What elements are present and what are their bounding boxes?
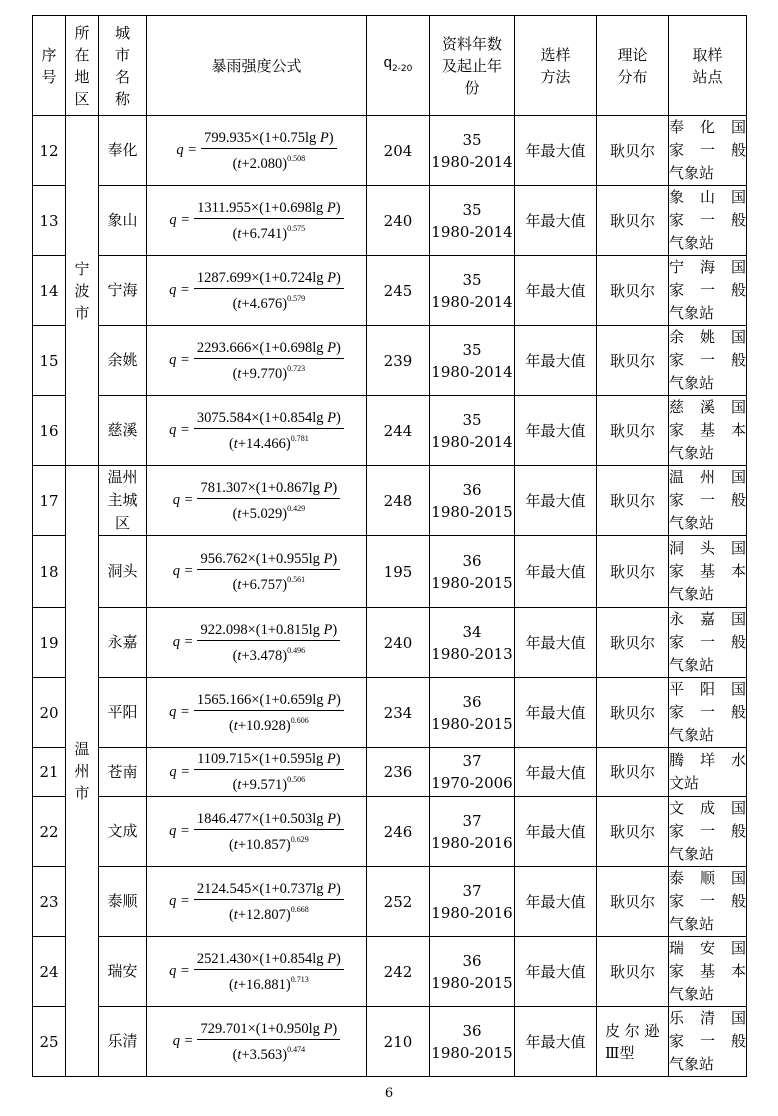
header-formula: 暴雨强度公式 xyxy=(147,16,367,116)
station-cell: 慈 溪 国 家 基 本 气象站 xyxy=(669,396,747,466)
formula-cell: q = $\frac{\text{3075.584×(1+0.854lg P)}}{(t+14.466)^{0.781}}$ xyxy=(147,396,367,466)
years-cell: 36 1980-2015 xyxy=(430,937,515,1007)
years-cell: 36 1980-2015 xyxy=(430,536,515,608)
table-row xyxy=(33,1007,747,1077)
station-cell: 象 山 国 家 一 般 气象站 xyxy=(669,186,747,256)
formula-denominator: $(t+4.676)^{0.579}$ xyxy=(232,293,306,312)
table-row xyxy=(33,867,747,937)
rainstorm-formula-table xyxy=(32,15,747,1077)
seq-cell: 21 xyxy=(33,748,66,797)
formula-cell: q = $\frac{\text{1287.699×(1+0.724lg P)}}{(t+4.676)^{0.579}}$ xyxy=(147,256,367,326)
method-cell: 年最大值 xyxy=(515,396,597,466)
city-cell: 文成 xyxy=(99,797,147,867)
city-cell: 宁海 xyxy=(99,256,147,326)
header-station: 取样 站点 xyxy=(669,16,747,116)
formula-cell: q = $\frac{\text{922.098×(1+0.815lg P)}}{(t+3.478)^{0.496}}$ xyxy=(147,608,367,678)
years-cell: 35 1980-2014 xyxy=(430,186,515,256)
city-cell: 平阳 xyxy=(99,678,147,748)
q-value-cell: 195 xyxy=(367,536,430,608)
formula-numerator: 2521.430×(1+0.854lg P) xyxy=(194,950,344,970)
station-cell: 平 阳 国 家 一 般 气象站 xyxy=(669,678,747,748)
q-value-cell: 204 xyxy=(367,116,430,186)
formula-cell: q = $\frac{\text{781.307×(1+0.867lg P)}}{(t+5.029)^{0.429}}$ xyxy=(147,466,367,536)
formula-cell: q = $\frac{\text{2521.430×(1+0.854lg P)}}{(t+16.881)^{0.713}}$ xyxy=(147,937,367,1007)
method-cell: 年最大值 xyxy=(515,937,597,1007)
seq-cell: 22 xyxy=(33,797,66,867)
distribution-cell: 耿贝尔 xyxy=(597,466,669,536)
station-cell: 腾 垟 水 文站 xyxy=(669,748,747,797)
seq-cell: 13 xyxy=(33,186,66,256)
table-row xyxy=(33,326,747,396)
formula-numerator: 1311.955×(1+0.698lg P) xyxy=(194,199,344,219)
city-cell: 温州 主城 区 xyxy=(99,466,147,536)
method-cell: 年最大值 xyxy=(515,678,597,748)
q-value-cell: 234 xyxy=(367,678,430,748)
seq-cell: 17 xyxy=(33,466,66,536)
q-value-cell: 244 xyxy=(367,396,430,466)
region-cell-ningbo: 宁 波 市 xyxy=(66,116,99,466)
formula-numerator: 1287.699×(1+0.724lg P) xyxy=(194,269,344,289)
formula-denominator: $(t+16.881)^{0.713}$ xyxy=(228,974,309,993)
method-cell: 年最大值 xyxy=(515,116,597,186)
header-years: 资料年数 及起止年 份 xyxy=(430,16,515,116)
seq-cell: 12 xyxy=(33,116,66,186)
distribution-cell: 耿贝尔 xyxy=(597,937,669,1007)
distribution-cell: 皮 尔 逊 Ⅲ型 xyxy=(597,1007,669,1077)
city-cell: 余姚 xyxy=(99,326,147,396)
station-cell: 泰 顺 国 家 一 般 气象站 xyxy=(669,867,747,937)
formula-numerator: 3075.584×(1+0.854lg P) xyxy=(194,409,344,429)
seq-cell: 20 xyxy=(33,678,66,748)
formula-cell: q = $\frac{\text{799.935×(1+0.75lg P)}}{(t+2.080)^{0.508}}$ xyxy=(147,116,367,186)
method-cell: 年最大值 xyxy=(515,466,597,536)
page-number: 6 xyxy=(384,1086,394,1101)
header-city: 城 市 名 称 xyxy=(99,16,147,116)
header-distribution: 理论 分布 xyxy=(597,16,669,116)
distribution-cell: 耿贝尔 xyxy=(597,748,669,797)
station-cell: 乐 清 国 家 一 般 气象站 xyxy=(669,1007,747,1077)
station-cell: 洞 头 国 家 基 本 气象站 xyxy=(669,536,747,608)
city-cell: 奉化 xyxy=(99,116,147,186)
years-cell: 35 1980-2014 xyxy=(430,256,515,326)
seq-cell: 25 xyxy=(33,1007,66,1077)
formula-denominator: $(t+3.563)^{0.474}$ xyxy=(232,1044,306,1063)
method-cell: 年最大值 xyxy=(515,748,597,797)
station-cell: 奉 化 国 家 一 般 气象站 xyxy=(669,116,747,186)
q-value-cell: 245 xyxy=(367,256,430,326)
table-row xyxy=(33,748,747,797)
years-cell: 37 1970-2006 xyxy=(430,748,515,797)
table-row xyxy=(33,116,747,186)
formula-cell: q = $\frac{\text{956.762×(1+0.955lg P)}}{(t+6.757)^{0.561}}$ xyxy=(147,536,367,608)
distribution-cell: 耿贝尔 xyxy=(597,396,669,466)
formula-denominator: $(t+10.928)^{0.606}$ xyxy=(228,715,309,734)
q-value-cell: 242 xyxy=(367,937,430,1007)
table-row xyxy=(33,186,747,256)
city-cell: 苍南 xyxy=(99,748,147,797)
method-cell: 年最大值 xyxy=(515,536,597,608)
station-cell: 瑞 安 国 家 基 本 气象站 xyxy=(669,937,747,1007)
city-cell: 象山 xyxy=(99,186,147,256)
city-cell: 泰顺 xyxy=(99,867,147,937)
table-row xyxy=(33,256,747,326)
table-body xyxy=(33,116,747,1077)
formula-numerator: 2293.666×(1+0.698lg P) xyxy=(194,339,344,359)
formula-denominator: $(t+9.571)^{0.506}$ xyxy=(232,775,306,793)
formula-cell: q = $\frac{\text{729.701×(1+0.950lg P)}}{(t+3.563)^{0.474}}$ xyxy=(147,1007,367,1077)
q-value-cell: 240 xyxy=(367,608,430,678)
years-cell: 34 1980-2013 xyxy=(430,608,515,678)
q-value-cell: 252 xyxy=(367,867,430,937)
formula-denominator: $(t+12.807)^{0.668}$ xyxy=(228,904,309,923)
formula-cell: q = $\frac{\text{1565.166×(1+0.659lg P)}}{(t+10.928)^{0.606}}$ xyxy=(147,678,367,748)
distribution-cell: 耿贝尔 xyxy=(597,326,669,396)
formula-denominator: $(t+9.770)^{0.723}$ xyxy=(232,363,306,382)
distribution-cell: 耿贝尔 xyxy=(597,608,669,678)
seq-cell: 24 xyxy=(33,937,66,1007)
formula-denominator: $(t+3.478)^{0.496}$ xyxy=(232,645,306,664)
formula-cell: q = $\frac{\text{1846.477×(1+0.503lg P)}}{(t+10.857)^{0.629}}$ xyxy=(147,797,367,867)
seq-cell: 14 xyxy=(33,256,66,326)
years-cell: 36 1980-2015 xyxy=(430,678,515,748)
formula-denominator: $(t+6.741)^{0.575}$ xyxy=(232,223,306,242)
table-row xyxy=(33,937,747,1007)
seq-cell: 23 xyxy=(33,867,66,937)
formula-numerator: 729.701×(1+0.950lg P) xyxy=(197,1020,340,1040)
formula-numerator: 1846.477×(1+0.503lg P) xyxy=(194,810,344,830)
formula-cell: q = $\frac{\text{2293.666×(1+0.698lg P)}}{(t+9.770)^{0.723}}$ xyxy=(147,326,367,396)
header-method: 选样 方法 xyxy=(515,16,597,116)
station-cell: 宁 海 国 家 一 般 气象站 xyxy=(669,256,747,326)
station-cell: 温 州 国 家 一 般 气象站 xyxy=(669,466,747,536)
seq-cell: 19 xyxy=(33,608,66,678)
formula-cell: q = $\frac{\text{2124.545×(1+0.737lg P)}}{(t+12.807)^{0.668}}$ xyxy=(147,867,367,937)
q-value-cell: 236 xyxy=(367,748,430,797)
distribution-cell: 耿贝尔 xyxy=(597,116,669,186)
years-cell: 35 1980-2014 xyxy=(430,116,515,186)
formula-numerator: 799.935×(1+0.75lg P) xyxy=(201,129,337,149)
method-cell: 年最大值 xyxy=(515,326,597,396)
distribution-cell: 耿贝尔 xyxy=(597,186,669,256)
distribution-cell: 耿贝尔 xyxy=(597,256,669,326)
station-cell: 永 嘉 国 家 一 般 气象站 xyxy=(669,608,747,678)
table-row xyxy=(33,396,747,466)
station-cell: 余 姚 国 家 一 般 气象站 xyxy=(669,326,747,396)
seq-cell: 15 xyxy=(33,326,66,396)
distribution-cell: 耿贝尔 xyxy=(597,797,669,867)
formula-denominator: $(t+14.466)^{0.781}$ xyxy=(228,433,309,452)
method-cell: 年最大值 xyxy=(515,1007,597,1077)
formula-cell: q = $\frac{\text{1109.715×(1+0.595lg P)}}{(t+9.571)^{0.506}}$ xyxy=(147,748,367,797)
formula-denominator: $(t+2.080)^{0.508}$ xyxy=(232,153,306,172)
table-row xyxy=(33,797,747,867)
formula-numerator: 2124.545×(1+0.737lg P) xyxy=(194,880,344,900)
city-cell: 瑞安 xyxy=(99,937,147,1007)
method-cell: 年最大值 xyxy=(515,186,597,256)
q-value-cell: 240 xyxy=(367,186,430,256)
q-value-cell: 246 xyxy=(367,797,430,867)
formula-denominator: $(t+6.757)^{0.561}$ xyxy=(232,574,306,593)
method-cell: 年最大值 xyxy=(515,797,597,867)
years-cell: 35 1980-2014 xyxy=(430,396,515,466)
q-value-cell: 210 xyxy=(367,1007,430,1077)
formula-numerator: 781.307×(1+0.867lg P) xyxy=(197,479,340,499)
formula-denominator: $(t+5.029)^{0.429}$ xyxy=(232,503,306,522)
q-value-cell: 239 xyxy=(367,326,430,396)
station-cell: 文 成 国 家 一 般 气象站 xyxy=(669,797,747,867)
formula-numerator: 1565.166×(1+0.659lg P) xyxy=(194,691,344,711)
method-cell: 年最大值 xyxy=(515,867,597,937)
header-region: 所 在 地 区 xyxy=(66,16,99,116)
years-cell: 36 1980-2015 xyxy=(430,1007,515,1077)
distribution-cell: 耿贝尔 xyxy=(597,867,669,937)
region-cell-wenzhou: 温 州 市 xyxy=(66,466,99,1077)
q-value-cell: 248 xyxy=(367,466,430,536)
city-cell: 乐清 xyxy=(99,1007,147,1077)
formula-denominator: $(t+10.857)^{0.629}$ xyxy=(228,834,309,853)
city-cell: 永嘉 xyxy=(99,608,147,678)
city-cell: 慈溪 xyxy=(99,396,147,466)
table-row xyxy=(33,678,747,748)
years-cell: 36 1980-2015 xyxy=(430,466,515,536)
distribution-cell: 耿贝尔 xyxy=(597,536,669,608)
city-cell: 洞头 xyxy=(99,536,147,608)
formula-numerator: 956.762×(1+0.955lg P) xyxy=(197,550,340,570)
years-cell: 37 1980-2016 xyxy=(430,867,515,937)
seq-cell: 18 xyxy=(33,536,66,608)
header-q: $q_{2-20}$ xyxy=(367,16,430,116)
seq-cell: 16 xyxy=(33,396,66,466)
table-row xyxy=(33,608,747,678)
header-row xyxy=(33,16,747,116)
method-cell: 年最大值 xyxy=(515,608,597,678)
years-cell: 35 1980-2014 xyxy=(430,326,515,396)
table-row xyxy=(33,466,747,536)
formula-numerator: 922.098×(1+0.815lg P) xyxy=(197,621,340,641)
formula-cell: q = $\frac{\text{1311.955×(1+0.698lg P)}}{(t+6.741)^{0.575}}$ xyxy=(147,186,367,256)
formula-numerator: 1109.715×(1+0.595lg P) xyxy=(194,750,344,770)
header-seq: 序 号 xyxy=(33,16,66,116)
distribution-cell: 耿贝尔 xyxy=(597,678,669,748)
table-row xyxy=(33,536,747,608)
method-cell: 年最大值 xyxy=(515,256,597,326)
years-cell: 37 1980-2016 xyxy=(430,797,515,867)
